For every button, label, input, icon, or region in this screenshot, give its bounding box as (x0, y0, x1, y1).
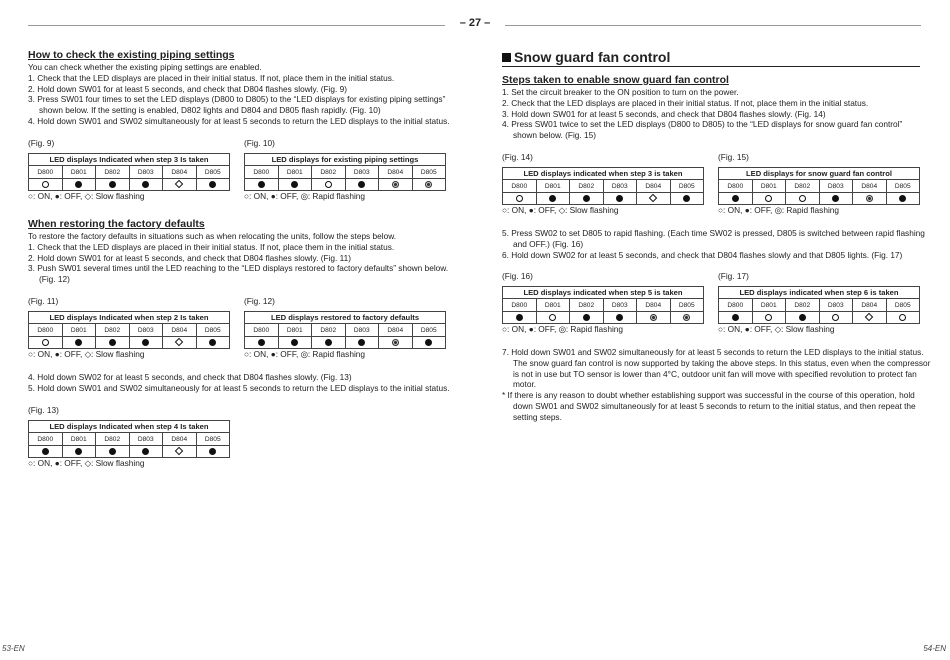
led-legend: ○: ON, ●: OFF, ◇: Slow flashing (28, 349, 145, 359)
led-column-header: D804 (637, 180, 671, 193)
led-state-cell (603, 193, 637, 205)
led-state-cell (603, 312, 637, 324)
led-column-header: D803 (603, 299, 637, 312)
snow-note: down SW01 and SW02 simultaneously for at least 5 seconds to return to the initial status, and then repeat the (513, 400, 916, 411)
led-state-cell (670, 312, 704, 324)
led-column-header: D800 (719, 180, 753, 193)
led-table (28, 311, 230, 349)
factory-line: (Fig. 12) (39, 274, 70, 285)
figure-label: (Fig. 15) (718, 152, 749, 162)
led-off-icon (683, 195, 690, 202)
piping-text (28, 62, 450, 127)
led-column-header: D805 (196, 324, 230, 337)
led-table (28, 153, 230, 191)
led-state-cell (719, 312, 753, 324)
led-column-header: D801 (62, 324, 96, 337)
led-table (502, 286, 704, 324)
factory-line: 5. Hold down SW01 and SW02 simultaneously for at least 5 seconds to return the LED displays to the initial status. (28, 382, 450, 393)
led-off-icon (142, 448, 149, 455)
led-off-icon (616, 314, 623, 321)
led-table (28, 420, 230, 458)
led-state-cell (129, 179, 163, 191)
led-column-header: D805 (886, 180, 920, 193)
led-rapid-icon (650, 314, 657, 321)
led-off-icon (583, 314, 590, 321)
led-state-cell (719, 193, 753, 205)
led-column-header: D801 (752, 180, 786, 193)
led-off-icon (358, 181, 365, 188)
led-column-header: D804 (379, 166, 413, 179)
led-state-cell (412, 337, 446, 349)
led-state-cell (637, 193, 671, 205)
led-rapid-icon (392, 339, 399, 346)
led-off-icon (209, 181, 216, 188)
piping-line: 2. Hold down SW01 for at least 5 seconds, and check that D804 flashes slowly. (Fig. 9) (28, 83, 347, 94)
snow-steps-heading: Steps taken to enable snow guard fan control (502, 74, 729, 86)
led-state-cell (29, 179, 63, 191)
piping-line: 4. Hold down SW01 and SW02 simultaneously for at least 5 seconds to return the LED displays to the initial status. (28, 115, 450, 126)
figure-label: (Fig. 12) (244, 296, 275, 306)
led-legend: ○: ON, ●: OFF, ◇: Slow flashing (718, 324, 835, 334)
snow-line: is not in use but TO sensor is lower than 4°C, outdoor unit fan will move with specified revolution to protect fan (513, 368, 917, 379)
led-state-cell (278, 179, 312, 191)
led-column-header: D801 (536, 180, 570, 193)
led-on-icon (42, 339, 49, 346)
led-off-icon (899, 195, 906, 202)
led-table-caption: LED displays Indicated when step 4 Is taken (29, 421, 230, 433)
led-column-header: D803 (603, 180, 637, 193)
led-off-icon (42, 448, 49, 455)
square-bullet-icon (502, 53, 511, 62)
led-column-header: D804 (163, 433, 197, 446)
snow-line: 1. Set the circuit breaker to the ON position to turn on the power. (502, 87, 739, 97)
led-column-header: D802 (786, 299, 820, 312)
fig17-figure (718, 271, 920, 334)
led-state-cell (62, 337, 96, 349)
led-on-icon (799, 195, 806, 202)
led-table (718, 286, 920, 324)
led-state-cell (412, 179, 446, 191)
led-rapid-icon (866, 195, 873, 202)
led-state-cell (786, 312, 820, 324)
header-rule-left (28, 25, 445, 26)
factory-line: 3. Push SW01 several times until the LED reaching to the “LED displays restored to factory defaults” shown below. (28, 263, 449, 274)
figure-label: (Fig. 13) (28, 405, 59, 415)
led-column-header: D800 (503, 180, 537, 193)
led-column-header: D800 (719, 299, 753, 312)
piping-line: You can check whether the existing piping settings are enabled. (28, 62, 262, 72)
snow-line: The snow guard fan control is now supported by taking the above steps. In this status, even when the compressor (513, 357, 931, 368)
fig12-figure (244, 296, 446, 359)
led-slow-icon (175, 447, 183, 455)
led-state-cell (853, 312, 887, 324)
fig10-figure (244, 138, 446, 201)
led-column-header: D805 (670, 299, 704, 312)
figure-label: (Fig. 14) (502, 152, 533, 162)
led-table-caption: LED displays Indicated when step 2 Is taken (29, 312, 230, 324)
led-column-header: D801 (278, 166, 312, 179)
led-table-caption: LED displays for snow guard fan control (719, 168, 920, 180)
led-column-header: D804 (379, 324, 413, 337)
snow-line: shown below. (Fig. 15) (513, 130, 597, 141)
led-column-header: D803 (129, 166, 163, 179)
piping-line: shown below. If the setting is enabled, D802 lights and D804 and D805 flash rapidly. (Fig. 10) (39, 105, 381, 116)
footer-left: 53-EN (2, 644, 25, 653)
led-off-icon (75, 448, 82, 455)
led-column-header: D804 (853, 180, 887, 193)
led-off-icon (209, 339, 216, 346)
figure-label: (Fig. 16) (502, 271, 533, 281)
led-state-cell (503, 193, 537, 205)
led-column-header: D802 (570, 299, 604, 312)
snow-steps-text (502, 87, 902, 141)
led-column-header: D803 (129, 324, 163, 337)
led-state-cell (129, 446, 163, 458)
led-column-header: D802 (96, 324, 130, 337)
led-off-icon (142, 339, 149, 346)
led-state-cell (312, 337, 346, 349)
led-legend: ○: ON, ●: OFF, ◎: Rapid flashing (502, 324, 624, 334)
led-table-caption: LED displays indicated when step 3 is taken (503, 168, 704, 180)
led-column-header: D802 (312, 166, 346, 179)
factory-text (28, 231, 448, 285)
snow-line: 4. Press SW01 twice to set the LED displays (D800 to D805) to the “LED displays for snow guard fan control” (502, 119, 903, 130)
led-state-cell (245, 337, 279, 349)
led-on-icon (765, 195, 772, 202)
led-off-icon (75, 181, 82, 188)
led-table (244, 311, 446, 349)
led-on-icon (899, 314, 906, 321)
led-off-icon (325, 339, 332, 346)
snow-note: * If there is any reason to doubt whether establishing support was successful in the course of this operation, hold (502, 390, 915, 401)
fig9-figure (28, 138, 230, 201)
led-state-cell (853, 193, 887, 205)
snow-steps-section (502, 74, 902, 141)
led-state-cell (637, 312, 671, 324)
title-rule (502, 66, 920, 67)
snow-line: motor. (513, 379, 537, 390)
led-off-icon (142, 181, 149, 188)
led-column-header: D800 (245, 166, 279, 179)
figure-label: (Fig. 17) (718, 271, 749, 281)
fig13-figure (28, 405, 230, 468)
led-state-cell (62, 446, 96, 458)
led-column-header: D802 (570, 180, 604, 193)
snow-note: setting steps. (513, 411, 562, 422)
snow-line: 6. Hold down SW02 for at least 5 seconds, and check that D804 flashes slowly and that D805 lights. (Fig. 17) (502, 249, 903, 260)
led-column-header: D804 (163, 166, 197, 179)
led-state-cell (96, 446, 130, 458)
led-table (244, 153, 446, 191)
factory-section (28, 218, 448, 285)
led-state-cell (752, 312, 786, 324)
led-rapid-icon (683, 314, 690, 321)
led-state-cell (163, 337, 197, 349)
led-state-cell (196, 337, 230, 349)
led-state-cell (163, 179, 197, 191)
led-column-header: D801 (62, 166, 96, 179)
led-off-icon (109, 448, 116, 455)
led-column-header: D802 (96, 166, 130, 179)
led-column-header: D805 (412, 324, 446, 337)
figure-label: (Fig. 11) (28, 296, 59, 306)
led-table-caption: LED displays indicated when step 6 is taken (719, 287, 920, 299)
led-table-caption: LED displays indicated when step 5 is taken (503, 287, 704, 299)
led-state-cell (29, 446, 63, 458)
led-column-header: D803 (345, 166, 379, 179)
led-off-icon (291, 339, 298, 346)
factory-line: To restore the factory defaults in situations such as when relocating the units, follow the steps below. (28, 231, 397, 241)
factory-line: 1. Check that the LED displays are placed in their initial status. If not, place them in the initial status. (28, 241, 395, 252)
led-column-header: D804 (637, 299, 671, 312)
led-column-header: D804 (163, 324, 197, 337)
led-state-cell (278, 337, 312, 349)
led-off-icon (358, 339, 365, 346)
led-state-cell (163, 446, 197, 458)
led-off-icon (109, 339, 116, 346)
piping-section (28, 49, 450, 127)
factory-line: 2. Hold down SW01 for at least 5 seconds, and check that D804 flashes slowly. (Fig. 11) (28, 252, 351, 263)
led-column-header: D801 (752, 299, 786, 312)
led-column-header: D802 (96, 433, 130, 446)
snow-line: 7. Hold down SW01 and SW02 simultaneously for at least 5 seconds to return the LED displays to the initial status. (502, 347, 924, 357)
led-slow-icon (865, 313, 873, 321)
led-legend: ○: ON, ●: OFF, ◇: Slow flashing (28, 458, 145, 468)
led-off-icon (616, 195, 623, 202)
led-off-icon (832, 195, 839, 202)
led-table (502, 167, 704, 205)
led-off-icon (732, 314, 739, 321)
snow-steps-text-2 (502, 228, 925, 260)
led-off-icon (258, 339, 265, 346)
led-column-header: D800 (503, 299, 537, 312)
led-column-header: D805 (412, 166, 446, 179)
led-off-icon (75, 339, 82, 346)
snow-steps-text-3 (502, 347, 930, 423)
led-column-header: D805 (196, 166, 230, 179)
led-slow-icon (175, 180, 183, 188)
led-off-icon (291, 181, 298, 188)
header-rule-right (505, 25, 921, 26)
led-slow-icon (175, 338, 183, 346)
led-column-header: D803 (345, 324, 379, 337)
led-legend: ○: ON, ●: OFF, ◇: Slow flashing (28, 191, 145, 201)
factory-text-2 (28, 372, 450, 394)
led-state-cell (819, 193, 853, 205)
led-state-cell (379, 337, 413, 349)
led-state-cell (503, 312, 537, 324)
led-off-icon (799, 314, 806, 321)
led-on-icon (832, 314, 839, 321)
led-column-header: D803 (129, 433, 163, 446)
led-table-caption: LED displays Indicated when step 3 Is taken (29, 154, 230, 166)
figure-label: (Fig. 10) (244, 138, 275, 148)
led-state-cell (536, 193, 570, 205)
led-off-icon (732, 195, 739, 202)
led-state-cell (379, 179, 413, 191)
led-state-cell (670, 193, 704, 205)
led-column-header: D803 (819, 180, 853, 193)
led-off-icon (549, 195, 556, 202)
snow-line: and OFF.) (Fig. 16) (513, 238, 584, 249)
led-on-icon (516, 195, 523, 202)
led-state-cell (752, 193, 786, 205)
led-column-header: D800 (29, 433, 63, 446)
led-legend: ○: ON, ●: OFF, ◇: Slow flashing (502, 205, 619, 215)
snow-line: 3. Hold down SW01 for at least 5 seconds, and check that D804 flashes slowly. (Fig. 14) (502, 108, 826, 119)
factory-heading: When restoring the factory defaults (28, 218, 205, 230)
led-state-cell (886, 193, 920, 205)
led-off-icon (109, 181, 116, 188)
led-state-cell (245, 179, 279, 191)
led-column-header: D805 (886, 299, 920, 312)
snow-line: 5. Press SW02 to set D805 to rapid flashing. (Each time SW02 is pressed, D805 is switched between rapid flashing (502, 228, 925, 238)
led-off-icon (583, 195, 590, 202)
led-state-cell (570, 193, 604, 205)
led-on-icon (549, 314, 556, 321)
led-state-cell (345, 337, 379, 349)
led-column-header: D805 (670, 180, 704, 193)
led-column-header: D800 (29, 166, 63, 179)
figure-label: (Fig. 9) (28, 138, 55, 148)
led-state-cell (536, 312, 570, 324)
led-state-cell (62, 179, 96, 191)
piping-line: 1. Check that the LED displays are placed in their initial status. If not, place them in the initial status. (28, 72, 395, 83)
led-column-header: D800 (29, 324, 63, 337)
led-state-cell (129, 337, 163, 349)
led-table (718, 167, 920, 205)
factory-line: 4. Hold down SW02 for at least 5 seconds, and check that D804 flashes slowly. (Fig. 13) (28, 372, 352, 382)
snow-guard-title-text: Snow guard fan control (514, 49, 671, 65)
led-on-icon (325, 181, 332, 188)
led-table-caption: LED displays restored to factory defaults (245, 312, 446, 324)
snow-guard-title (502, 49, 670, 65)
led-state-cell (819, 312, 853, 324)
footer-right: 54-EN (923, 644, 946, 653)
led-column-header: D803 (819, 299, 853, 312)
led-state-cell (96, 337, 130, 349)
led-state-cell (570, 312, 604, 324)
led-state-cell (29, 337, 63, 349)
led-legend: ○: ON, ●: OFF, ◎: Rapid flashing (244, 191, 366, 201)
fig14-figure (502, 152, 704, 215)
led-column-header: D802 (312, 324, 346, 337)
piping-heading: How to check the existing piping settings (28, 49, 235, 61)
fig11-figure (28, 296, 230, 359)
led-state-cell (886, 312, 920, 324)
led-off-icon (209, 448, 216, 455)
led-legend: ○: ON, ●: OFF, ◎: Rapid flashing (718, 205, 840, 215)
led-state-cell (786, 193, 820, 205)
led-column-header: D801 (278, 324, 312, 337)
led-column-header: D801 (536, 299, 570, 312)
led-off-icon (425, 339, 432, 346)
led-rapid-icon (425, 181, 432, 188)
led-state-cell (196, 179, 230, 191)
led-column-header: D805 (196, 433, 230, 446)
led-column-header: D802 (786, 180, 820, 193)
led-state-cell (196, 446, 230, 458)
snow-line: 2. Check that the LED displays are placed in their initial status. If not, place them in the initial status. (502, 97, 869, 108)
led-state-cell (345, 179, 379, 191)
led-column-header: D800 (245, 324, 279, 337)
led-legend: ○: ON, ●: OFF, ◎: Rapid flashing (244, 349, 366, 359)
led-on-icon (765, 314, 772, 321)
led-rapid-icon (392, 181, 399, 188)
led-column-header: D801 (62, 433, 96, 446)
led-column-header: D804 (853, 299, 887, 312)
fig15-figure (718, 152, 920, 215)
led-table-caption: LED displays for existing piping settings (245, 154, 446, 166)
piping-line: 3. Press SW01 four times to set the LED displays (D800 to D805) to the “LED displays for existing piping settings” (28, 94, 446, 105)
led-on-icon (42, 181, 49, 188)
led-state-cell (96, 179, 130, 191)
led-state-cell (312, 179, 346, 191)
page-number: – 27 – (459, 17, 491, 29)
fig16-figure (502, 271, 704, 334)
led-slow-icon (649, 194, 657, 202)
led-off-icon (516, 314, 523, 321)
led-off-icon (258, 181, 265, 188)
